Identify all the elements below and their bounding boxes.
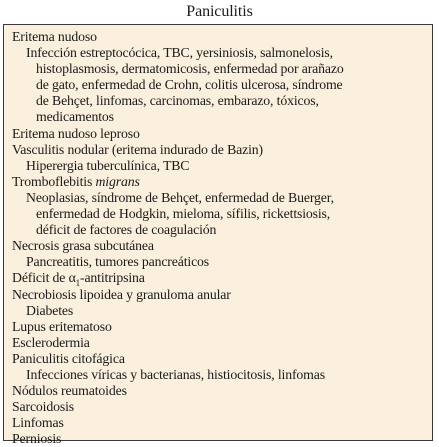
italic-term: migrans <box>95 173 140 189</box>
content-box <box>3 24 433 447</box>
list-item: Esclerodermia <box>12 334 90 350</box>
list-item: Pancreatitis, tumores pancreáticos <box>26 254 210 270</box>
list-item: Hiperergia tuberculínica, TBC <box>26 157 190 173</box>
list-item: Linfomas <box>12 415 64 431</box>
list-item: Eritema nudoso <box>12 29 97 44</box>
list-item: Sarcoidosis <box>12 399 74 415</box>
list-item: Neoplasias, síndrome de Behçet, enfermedad de Buerger, <box>26 189 334 205</box>
list-item: Tromboflebitis migrans <box>12 173 140 189</box>
list-item: Nódulos reumatoides <box>12 383 127 399</box>
list-item: Eritema nudoso leproso <box>12 125 140 141</box>
list-item: de gato, enfermedad de Crohn, colitis ulcerosa, síndrome <box>36 77 343 93</box>
list-item: Necrobiosis lipoidea y granuloma anular <box>12 286 231 302</box>
list-item: Perniosis <box>12 431 62 447</box>
list-item: Necrosis grasa subcutánea <box>12 238 154 254</box>
list-item: Infección estreptocócica, TBC, yersiniosis, salmonelosis, <box>26 45 333 61</box>
list-item: Infecciones víricas y bacterianas, histiocitosis, linfomas <box>26 366 325 382</box>
list-item: Vasculitis nodular (eritema indurado de Bazin) <box>12 141 263 157</box>
list-item: Paniculitis citofágica <box>12 350 125 366</box>
list-item: Déficit de $\alpha_1$-antitripsina <box>12 270 145 289</box>
list-item: enfermedad de Hodgkin, mieloma, sífilis, rickettsiosis, <box>36 206 331 222</box>
subscript: 1 <box>75 278 81 289</box>
list-item: Lupus eritematoso <box>12 318 112 334</box>
list-item: Diabetes <box>26 302 74 318</box>
list-item: histoplasmosis, dermatomicosis, enfermedad por arañazo <box>36 61 344 77</box>
table-title: Paniculitis <box>186 3 253 20</box>
list-item: de Behçet, linfomas, carcinomas, embarazo, tóxicos, <box>36 93 319 109</box>
list-item: déficit de factores de coagulación <box>36 222 217 238</box>
list-item: medicamentos <box>36 109 114 125</box>
